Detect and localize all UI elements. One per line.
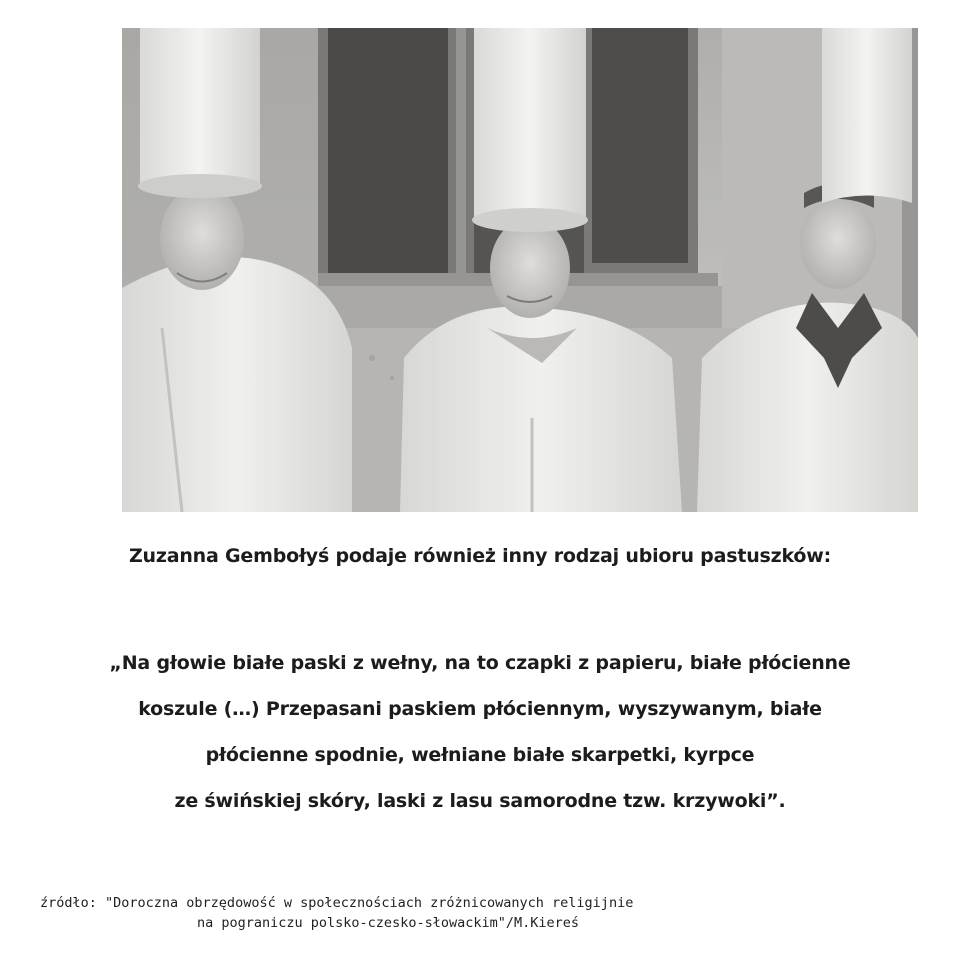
quote-line: koszule (…) Przepasani paskiem płóciennym, wyszywanym, białe [138,698,822,720]
source-citation [40,893,633,933]
quote-block [0,640,960,824]
quote-line: płócienne spodnie, wełniane białe skarpetki, kyrpce [205,744,755,766]
quote-line: ze świńskiej skóry, laski z lasu samorodne tzw. krzywoki”. [174,790,786,812]
intro-text: Zuzanna Gembołyś podaje również inny rodzaj ubioru pastuszków: [128,545,832,567]
source-line: źródło: "Doroczna obrzędowość w społecznościach zróżnicowanych religijnie [40,895,634,911]
historical-photo [122,28,918,512]
photo-illustration [122,28,918,512]
quote-line: „Na głowie białe paski z wełny, na to czapki z papieru, białe płócienne [109,652,851,674]
source-line: na pograniczu polsko-czesko-słowackim"/M.Kiereś [197,915,580,931]
